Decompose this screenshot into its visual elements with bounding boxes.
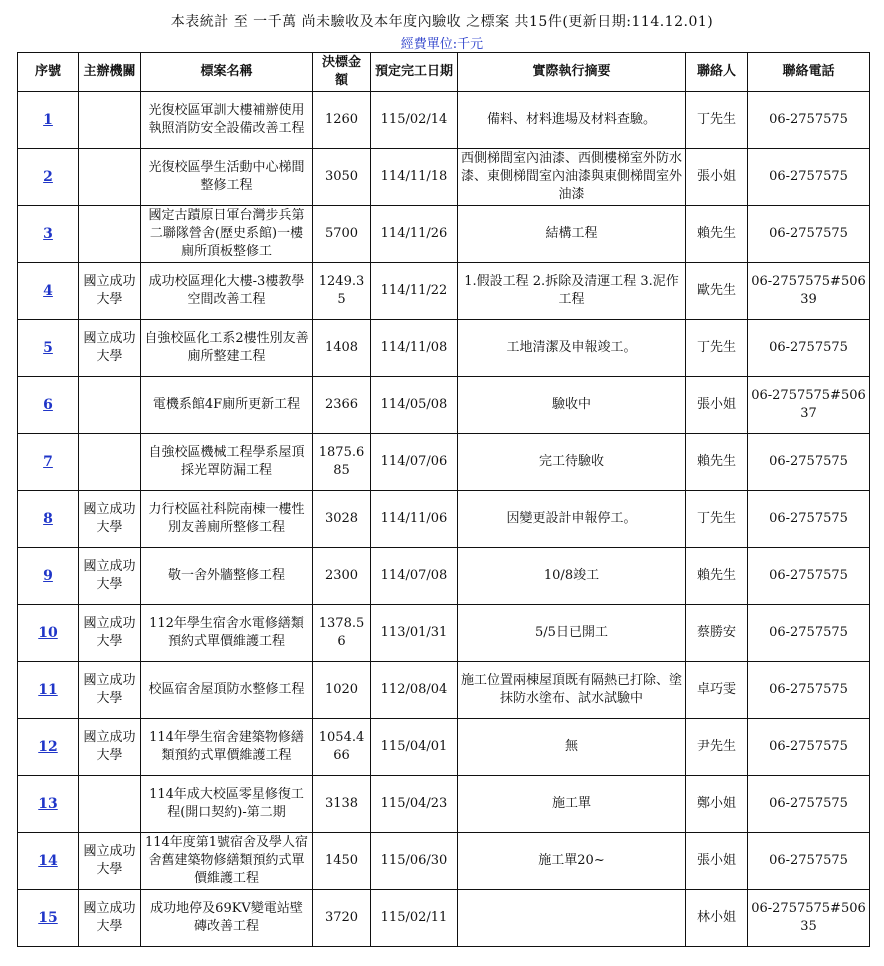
amount-cell: 1249.35	[313, 263, 371, 320]
row-number-cell	[18, 92, 79, 149]
amount-cell: 3050	[313, 149, 371, 206]
phone-cell: 06-2757575	[748, 776, 870, 833]
phone-cell: 06-2757575	[748, 491, 870, 548]
row-number-link[interactable]: 3	[43, 225, 53, 242]
amount-cell: 5700	[313, 206, 371, 263]
summary-cell: 完工待驗收	[458, 434, 686, 491]
row-number-link[interactable]: 2	[43, 168, 53, 185]
row-number-cell	[18, 719, 79, 776]
row-number-link[interactable]: 9	[43, 567, 53, 584]
row-number-cell	[18, 491, 79, 548]
agency-cell	[79, 206, 141, 263]
row-number-cell	[18, 149, 79, 206]
summary-cell: 結構工程	[458, 206, 686, 263]
agency-cell	[79, 377, 141, 434]
completion-date-cell: 115/02/14	[371, 92, 458, 149]
contact-cell: 丁先生	[686, 491, 748, 548]
col-header-name: 標案名稱	[141, 53, 313, 92]
project-name-cell: 成功地停及69KV變電站壁磚改善工程	[141, 890, 313, 947]
contact-cell: 歐先生	[686, 263, 748, 320]
header-row	[18, 53, 870, 92]
contact-cell: 賴先生	[686, 434, 748, 491]
summary-cell: 5/5日已開工	[458, 605, 686, 662]
completion-date-cell: 114/11/22	[371, 263, 458, 320]
row-number-cell	[18, 320, 79, 377]
completion-date-cell: 114/11/08	[371, 320, 458, 377]
summary-cell: 1.假設工程 2.拆除及清運工程 3.泥作工程	[458, 263, 686, 320]
summary-cell: 工地清潔及申報竣工。	[458, 320, 686, 377]
row-number-link[interactable]: 5	[43, 339, 53, 356]
project-name-cell: 114年成大校區零星修復工程(開口契約)-第二期	[141, 776, 313, 833]
report-title: 本表統計 至 一千萬 尚未驗收及本年度內驗收 之標案 共15件(更新日期:114.12.01)	[170, 14, 714, 30]
row-number-link[interactable]: 7	[43, 453, 53, 470]
amount-cell: 1260	[313, 92, 371, 149]
row-number-link[interactable]: 10	[38, 624, 58, 641]
project-name-cell: 114年學生宿舍建築物修繕類預約式單價維護工程	[141, 719, 313, 776]
amount-cell: 3720	[313, 890, 371, 947]
agency-cell: 國立成功大學	[79, 263, 141, 320]
phone-cell: 06-2757575	[748, 206, 870, 263]
col-header-date: 預定完工日期	[371, 53, 458, 92]
table-row	[18, 890, 870, 947]
row-number-link[interactable]: 14	[38, 852, 58, 869]
amount-cell: 1054.466	[313, 719, 371, 776]
agency-cell: 國立成功大學	[79, 605, 141, 662]
project-name-cell: 電機系館4F廁所更新工程	[141, 377, 313, 434]
contact-cell: 賴先生	[686, 206, 748, 263]
amount-cell: 1450	[313, 833, 371, 890]
summary-cell: 驗收中	[458, 377, 686, 434]
project-name-cell: 114年度第1號宿舍及學人宿舍舊建築物修繕類預約式單價維護工程	[141, 833, 313, 890]
table-row	[18, 377, 870, 434]
agency-cell: 國立成功大學	[79, 833, 141, 890]
col-header-amount: 決標金額	[313, 53, 371, 92]
summary-cell: 施工單20~	[458, 833, 686, 890]
table-row	[18, 149, 870, 206]
amount-cell: 1408	[313, 320, 371, 377]
completion-date-cell: 115/04/23	[371, 776, 458, 833]
amount-cell: 1378.56	[313, 605, 371, 662]
phone-cell: 06-2757575	[748, 149, 870, 206]
project-name-cell: 自強校區化工系2樓性別友善廁所整建工程	[141, 320, 313, 377]
phone-cell: 06-2757575#50639	[748, 263, 870, 320]
contact-cell: 張小姐	[686, 833, 748, 890]
project-name-cell: 光復校區軍訓大樓補辦使用執照消防安全設備改善工程	[141, 92, 313, 149]
phone-cell: 06-2757575	[748, 662, 870, 719]
agency-cell: 國立成功大學	[79, 491, 141, 548]
table-row	[18, 320, 870, 377]
table-row	[18, 662, 870, 719]
phone-cell: 06-2757575	[748, 605, 870, 662]
amount-cell: 1875.685	[313, 434, 371, 491]
agency-cell: 國立成功大學	[79, 662, 141, 719]
table-row	[18, 434, 870, 491]
table-row	[18, 776, 870, 833]
unit-note: 經費單位:千元	[400, 37, 484, 52]
contact-cell: 賴先生	[686, 548, 748, 605]
contact-cell: 卓巧雯	[686, 662, 748, 719]
project-name-cell: 國定古蹟原日軍台灣步兵第二聯隊營舍(歷史系館)一樓廁所頂板整修工	[141, 206, 313, 263]
col-header-contact: 聯絡人	[686, 53, 748, 92]
table-row	[18, 263, 870, 320]
contact-cell: 鄭小姐	[686, 776, 748, 833]
projects-table	[17, 52, 870, 947]
row-number-cell	[18, 605, 79, 662]
completion-date-cell: 114/07/08	[371, 548, 458, 605]
summary-cell: 因變更設計申報停工。	[458, 491, 686, 548]
row-number-cell	[18, 263, 79, 320]
summary-cell: 10/8竣工	[458, 548, 686, 605]
phone-cell: 06-2757575#50635	[748, 890, 870, 947]
summary-cell: 備料、材料進場及材料查驗。	[458, 92, 686, 149]
summary-cell: 施工單	[458, 776, 686, 833]
phone-cell: 06-2757575	[748, 833, 870, 890]
agency-cell: 國立成功大學	[79, 548, 141, 605]
agency-cell	[79, 434, 141, 491]
completion-date-cell: 113/01/31	[371, 605, 458, 662]
row-number-cell	[18, 776, 79, 833]
row-number-cell	[18, 833, 79, 890]
contact-cell: 張小姐	[686, 377, 748, 434]
phone-cell: 06-2757575	[748, 320, 870, 377]
contact-cell: 張小姐	[686, 149, 748, 206]
table-row	[18, 719, 870, 776]
completion-date-cell: 114/05/08	[371, 377, 458, 434]
completion-date-cell: 115/04/01	[371, 719, 458, 776]
project-name-cell: 校區宿舍屋頂防水整修工程	[141, 662, 313, 719]
row-number-link[interactable]: 4	[43, 282, 53, 299]
completion-date-cell: 112/08/04	[371, 662, 458, 719]
table-row	[18, 92, 870, 149]
agency-cell	[79, 776, 141, 833]
agency-cell	[79, 149, 141, 206]
amount-cell: 3138	[313, 776, 371, 833]
project-name-cell: 敬一舍外牆整修工程	[141, 548, 313, 605]
col-header-no: 序號	[18, 53, 79, 92]
table-row	[18, 605, 870, 662]
row-number-cell	[18, 890, 79, 947]
agency-cell: 國立成功大學	[79, 719, 141, 776]
amount-cell: 2366	[313, 377, 371, 434]
agency-cell: 國立成功大學	[79, 890, 141, 947]
row-number-cell	[18, 434, 79, 491]
project-name-cell: 力行校區社科院南棟一樓性別友善廁所整修工程	[141, 491, 313, 548]
contact-cell: 林小姐	[686, 890, 748, 947]
completion-date-cell: 114/11/18	[371, 149, 458, 206]
row-number-link[interactable]: 11	[38, 681, 58, 698]
row-number-link[interactable]: 13	[38, 795, 58, 812]
amount-cell: 2300	[313, 548, 371, 605]
amount-cell: 1020	[313, 662, 371, 719]
row-number-link[interactable]: 12	[38, 738, 58, 755]
phone-cell: 06-2757575	[748, 719, 870, 776]
summary-cell: 施工位置兩棟屋頂既有隔熱已打除、塗抹防水塗布、試水試驗中	[458, 662, 686, 719]
completion-date-cell: 115/02/11	[371, 890, 458, 947]
col-header-phone: 聯絡電話	[748, 53, 870, 92]
table-row	[18, 548, 870, 605]
phone-cell: 06-2757575	[748, 92, 870, 149]
project-name-cell: 光復校區學生活動中心梯間整修工程	[141, 149, 313, 206]
summary-cell: 無	[458, 719, 686, 776]
col-header-agency: 主辦機關	[79, 53, 141, 92]
summary-cell: 西側梯間室內油漆、西側樓梯室外防水漆、東側梯間室內油漆與東側梯間室外油漆	[458, 149, 686, 206]
project-name-cell: 112年學生宿舍水電修繕類預約式單價維護工程	[141, 605, 313, 662]
col-header-summary: 實際執行摘要	[458, 53, 686, 92]
row-number-cell	[18, 206, 79, 263]
project-name-cell: 自強校區機械工程學系屋頂採光罩防漏工程	[141, 434, 313, 491]
completion-date-cell: 115/06/30	[371, 833, 458, 890]
phone-cell: 06-2757575	[748, 434, 870, 491]
row-number-link[interactable]: 8	[43, 510, 53, 527]
table-row	[18, 491, 870, 548]
contact-cell: 尹先生	[686, 719, 748, 776]
row-number-link[interactable]: 15	[38, 909, 58, 926]
table-row	[18, 206, 870, 263]
row-number-link[interactable]: 6	[43, 396, 53, 413]
summary-cell	[458, 890, 686, 947]
completion-date-cell: 114/11/26	[371, 206, 458, 263]
completion-date-cell: 114/11/06	[371, 491, 458, 548]
phone-cell: 06-2757575	[748, 548, 870, 605]
row-number-cell	[18, 548, 79, 605]
agency-cell	[79, 92, 141, 149]
contact-cell: 蔡勝安	[686, 605, 748, 662]
row-number-link[interactable]: 1	[43, 111, 53, 128]
amount-cell: 3028	[313, 491, 371, 548]
contact-cell: 丁先生	[686, 92, 748, 149]
row-number-cell	[18, 662, 79, 719]
row-number-cell	[18, 377, 79, 434]
table-row	[18, 833, 870, 890]
phone-cell: 06-2757575#50637	[748, 377, 870, 434]
contact-cell: 丁先生	[686, 320, 748, 377]
completion-date-cell: 114/07/06	[371, 434, 458, 491]
project-name-cell: 成功校區理化大樓-3樓教學空間改善工程	[141, 263, 313, 320]
agency-cell: 國立成功大學	[79, 320, 141, 377]
